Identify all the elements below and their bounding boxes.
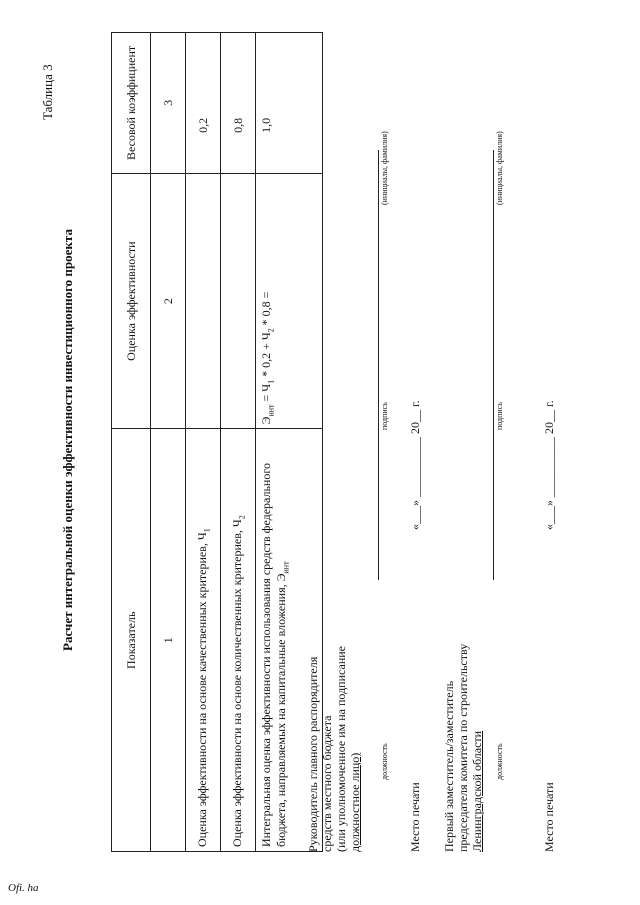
- score-cell: [221, 173, 256, 429]
- document-title: Расчет интегральной оценки эффективности инвестиционного проекта: [60, 229, 75, 651]
- weight-cell: 0,2: [186, 33, 221, 174]
- signature-block-2: Первый заместитель/заместитель председателя комитета по строительству Ленинградской области: [442, 643, 484, 852]
- table-row: [221, 33, 256, 852]
- signature-block-1: Руководитель главного распорядителя средств местного бюджета (или уполномоченное им на подписание должностное лицо): [306, 646, 362, 852]
- date-line: «___» __________ 20__ г.: [408, 400, 422, 530]
- signature-label: подпись: [380, 402, 389, 430]
- table-row: [186, 33, 221, 852]
- indicator-cell: Оценка эффективности на основе количественных критериев, $Ч_2$: [221, 429, 256, 852]
- header-indicator: Показатель: [112, 429, 151, 852]
- column-number: 3: [151, 33, 186, 174]
- stamp-place: Место печати: [408, 782, 422, 852]
- signature-line: [493, 150, 494, 580]
- indicator-cell: Оценка эффективности на основе качественных критериев, $Ч_1$: [186, 429, 221, 852]
- efficiency-table: [111, 32, 323, 852]
- weight-cell: 0,8: [221, 33, 256, 174]
- name-label: (инициалы, фамилия): [380, 131, 389, 205]
- date-line: «___» __________ 20__ г.: [542, 400, 556, 530]
- position-label: должность: [495, 743, 504, 780]
- signature-label: подпись: [495, 402, 504, 430]
- position-label: должность: [380, 743, 389, 780]
- name-label: (инициалы, фамилия): [495, 131, 504, 205]
- table-header-row: [112, 33, 151, 852]
- handwritten-initials: Ofi. ha: [8, 882, 39, 894]
- column-number: 2: [151, 173, 186, 429]
- header-score: Оценка эффективности: [112, 173, 151, 429]
- header-weight: Весовой коэффициент: [112, 33, 151, 174]
- score-formula-cell: $Э_{инт} = Ч_1 * 0,2 + Ч_2 * 0,8$ =: [256, 173, 323, 429]
- signature-line: [378, 150, 379, 580]
- stamp-place: Место печати: [542, 782, 556, 852]
- column-number: 1: [151, 429, 186, 852]
- score-cell: [186, 173, 221, 429]
- table-number: Таблица 3: [40, 64, 55, 120]
- indicator-cell: Интегральная оценка эффективности использования средств федерального бюджета, направляемых на капитальные вложения, $Э_{инт}$: [256, 429, 323, 852]
- weight-cell: 1,0: [256, 33, 323, 174]
- column-number-row: [151, 33, 186, 852]
